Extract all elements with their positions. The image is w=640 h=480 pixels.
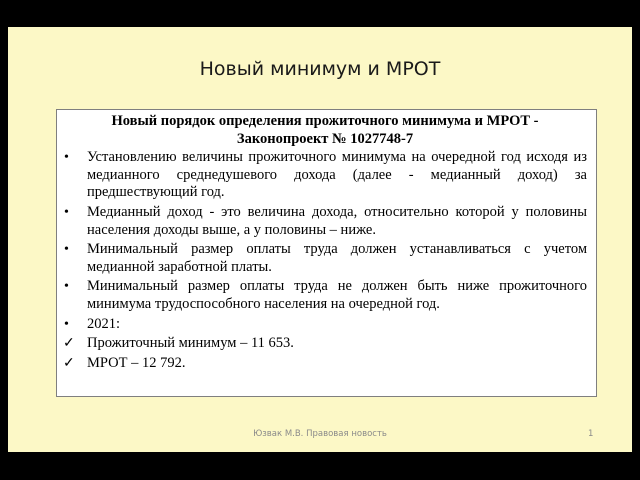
box-heading xyxy=(63,113,587,148)
list-item-text: Минимальный размер оплаты труда должен устанавливаться с учетом медианной заработной платы. xyxy=(87,241,587,275)
bullet-list xyxy=(63,149,587,372)
checkmark-icon: ✓ xyxy=(63,355,75,371)
page-number: 1 xyxy=(588,429,594,439)
bullet-icon: • xyxy=(64,204,69,220)
list-item xyxy=(63,355,587,373)
list-item-text: Прожиточный минимум – 11 653. xyxy=(87,335,294,352)
slide xyxy=(8,27,632,452)
list-item xyxy=(63,149,587,202)
checkmark-icon: ✓ xyxy=(63,336,75,352)
list-item xyxy=(63,278,587,313)
list-item-text: Медианный доход - это величина дохода, относительно которой у половины населения доходы выше, а у половины – ниже. xyxy=(87,203,587,238)
box-heading-line1: Новый порядок определения прожиточного минимума и МРОТ - xyxy=(111,113,539,129)
list-item-text: 2021: xyxy=(87,315,121,332)
list-item xyxy=(63,316,587,334)
list-item-text: Установлению величины прожиточного минимума на очередной год исходя из медианного среднедушевого дохода (далее - медианный доход) за предшествующий год. xyxy=(87,149,587,201)
list-item-text: Минимальный размер оплаты труда не должен быть ниже прожиточного минимума трудоспособного населения на очередной год. xyxy=(87,278,587,312)
list-item xyxy=(63,204,587,239)
slide-title: Новый минимум и МРОТ xyxy=(199,58,441,80)
bullet-icon: • xyxy=(64,279,69,295)
content-box xyxy=(56,109,597,397)
bullet-icon: • xyxy=(64,242,69,258)
list-item xyxy=(63,335,587,353)
bullet-icon: • xyxy=(64,150,69,166)
bullet-icon: • xyxy=(64,316,69,332)
box-heading-line2: Законопроект № 1027748-7 xyxy=(236,130,414,147)
list-item xyxy=(63,241,587,276)
list-item-text: МРОТ – 12 792. xyxy=(87,354,186,371)
slide-footer: Юзвак М.В. Правовая новость xyxy=(253,429,387,439)
